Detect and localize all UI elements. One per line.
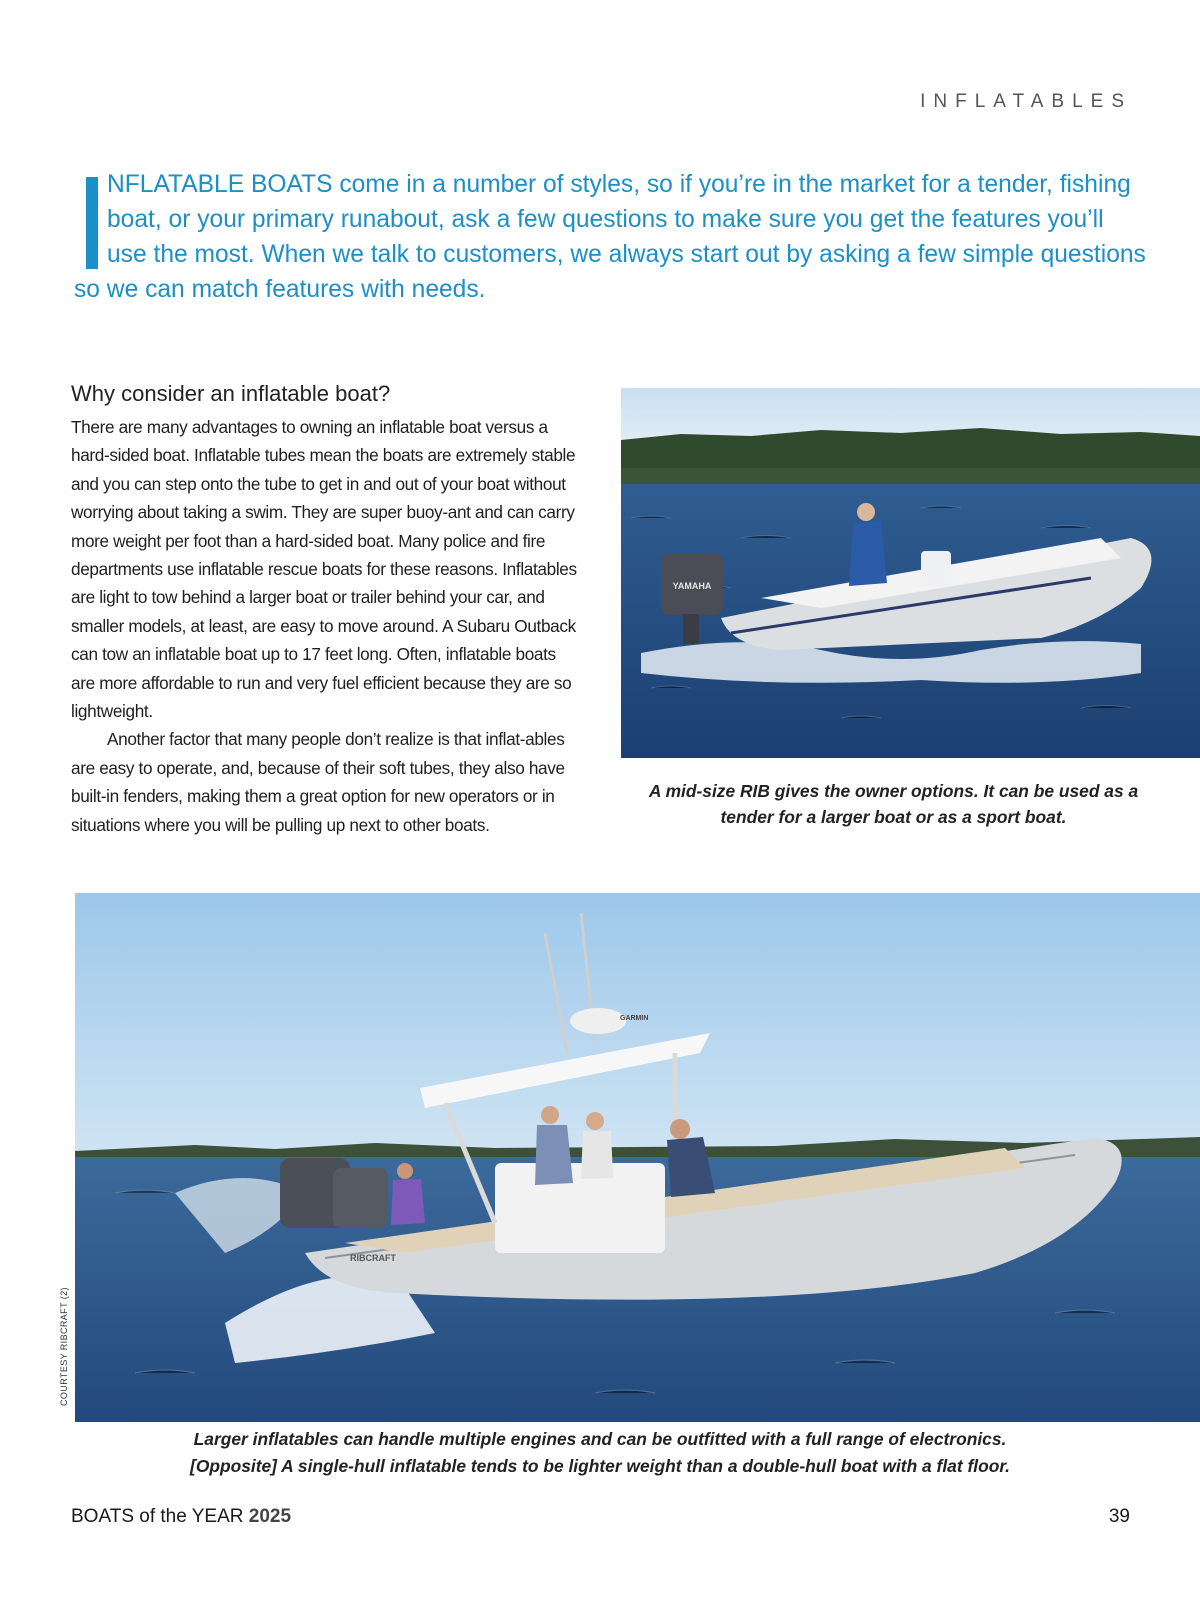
intro-line: NFLATABLE BOATS come in a number of styles, so if you’re in the market for a tender, fishing	[107, 171, 1131, 198]
publication-title: BOATS of the YEAR	[71, 1506, 244, 1527]
intro-line: use the most. When we talk to customers, we always start out by asking a few simple questions	[107, 241, 1146, 268]
caption-line: Larger inflatables can handle multiple engines and can be outfitted with a full range of electronics.	[193, 1429, 1007, 1449]
article-paragraph: There are many advantages to owning an inflatable boat versus a hard-sided boat. Inflatable tubes mean the boats are extremely stable and you can step onto the tube to get in and out of your boat without worrying about taking a swim. They are super buoy-ant and can carry more weight per foot than a hard-sided boat. Many police and fire departments use inflatable rescue boats for these reasons. Inflatables are light to tow behind a larger boat or trailer behind your car, and smaller models, at least, are easy to move around. A Subaru Outback can tow an inflatable boat up to 17 feet long. Often, inflatable boats are more affordable to run and very fuel efficient because they are so lightweight.	[71, 417, 577, 722]
intro-paragraph	[74, 167, 1146, 307]
photo-credit: COURTESY RIBCRAFT (2)	[59, 1287, 69, 1406]
photo-large-inflatable	[75, 893, 1200, 1422]
photo-caption-bottom	[75, 1426, 1125, 1480]
article-paragraph: Another factor that many people don’t realize is that inflat-ables are easy to operate, and, because of their soft tubes, they also have built-in fenders, making them a great option for new operators or in situations where you will be pulling up next to other boats.	[71, 729, 565, 835]
radome-label: GARMIN	[620, 1015, 649, 1022]
article-heading: Why consider an inflatable boat?	[71, 381, 391, 406]
engine-brand-label: YAMAHA	[672, 581, 712, 591]
caption-line: [Opposite] A single-hull inflatable tends to be lighter weight than a double-hull boat with a flat floor.	[190, 1456, 1010, 1476]
page-number: 39	[1108, 1506, 1130, 1527]
photo-caption-top: A mid-size RIB gives the owner options. It can be used as a tender for a larger boat or as a sport boat.	[648, 781, 1139, 827]
photo-mid-size-rib	[621, 388, 1200, 758]
intro-line: so we can match features with needs.	[74, 276, 486, 303]
section-label: INFLATABLES	[920, 91, 1132, 112]
large-rib-photo-illustration	[75, 893, 1200, 1422]
publication-year: 2025	[248, 1506, 292, 1527]
footer-publication	[71, 1506, 291, 1528]
rib-photo-illustration	[621, 388, 1200, 758]
drop-cap-i	[86, 177, 98, 269]
hull-brand-label: RIBCRAFT	[350, 1253, 396, 1263]
intro-line: boat, or your primary runabout, ask a few questions to make sure you get the features you’ll	[107, 206, 1104, 233]
article-body	[71, 380, 581, 839]
